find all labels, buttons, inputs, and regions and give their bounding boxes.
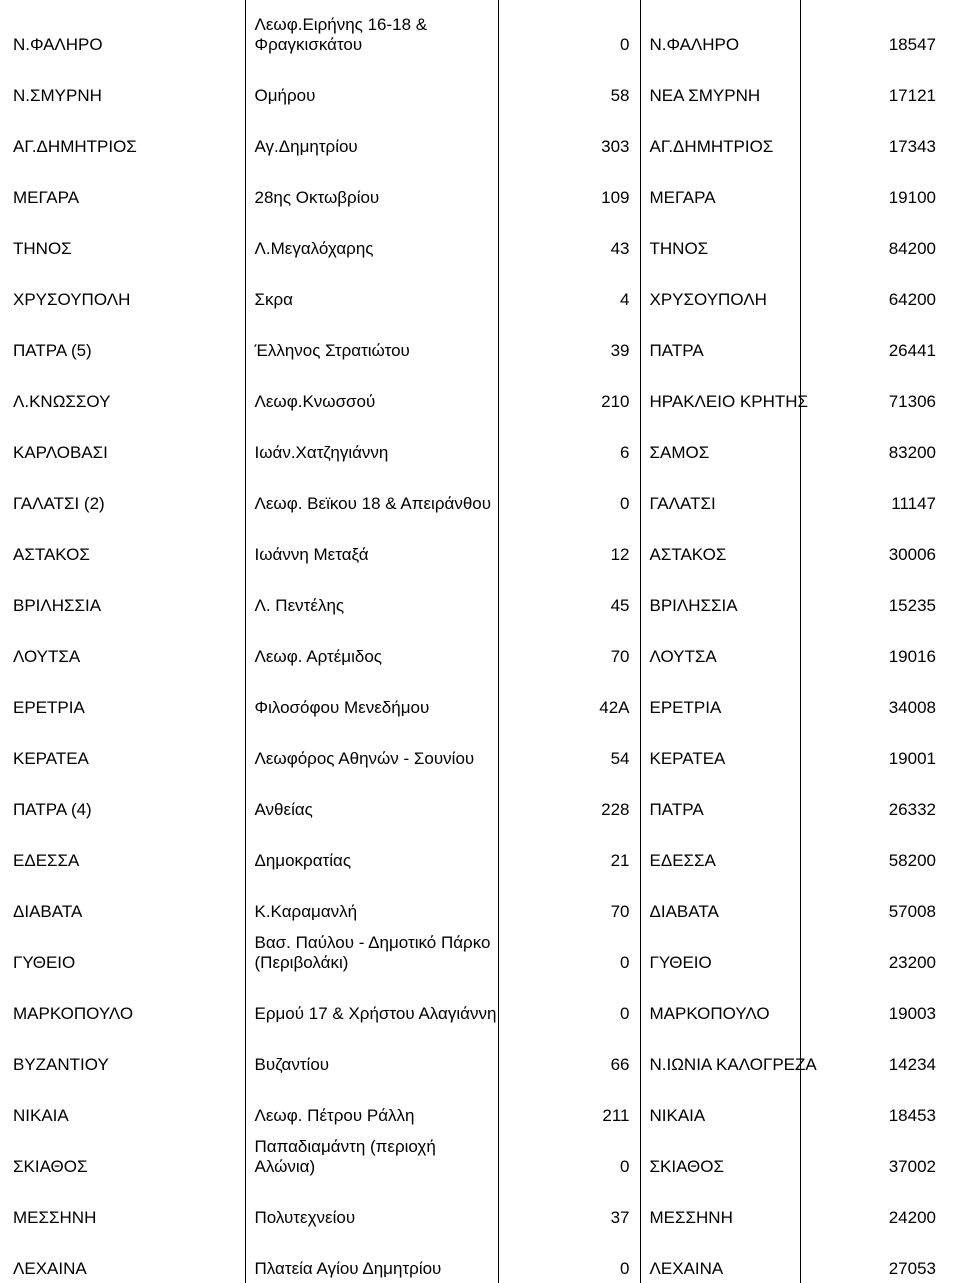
street-cell: Φιλοσόφου Μενεδήμου — [245, 671, 498, 722]
city-cell: ΕΔΕΣΣΑ — [640, 824, 800, 875]
street-number-cell: 70 — [498, 875, 640, 926]
street-number-cell: 228 — [498, 773, 640, 824]
table-row — [4, 1232, 946, 1283]
branch-name-cell: Λ.ΚΝΩΣΣΟΥ — [4, 365, 245, 416]
street-number-cell: 211 — [498, 1079, 640, 1130]
street-number-cell: 58 — [498, 59, 640, 110]
street-number-cell: 0 — [498, 926, 640, 977]
table-row — [4, 620, 946, 671]
city-cell: ΓΥΘΕΙΟ — [640, 926, 800, 977]
street-cell: Λ.Μεγαλόχαρης — [245, 212, 498, 263]
street-number-cell: 42Α — [498, 671, 640, 722]
city-cell: ΠΑΤΡΑ — [640, 314, 800, 365]
street-cell: Ομήρου — [245, 59, 498, 110]
postal-code-cell: 18547 — [888, 35, 936, 54]
branch-name-cell: ΑΓ.ΔΗΜΗΤΡΙΟΣ — [4, 110, 245, 161]
city-cell: ΑΓ.ΔΗΜΗΤΡΙΟΣ — [640, 110, 800, 161]
postal-code-cell: 11147 — [891, 494, 936, 513]
table-row — [4, 416, 946, 467]
postal-code-cell: 15235 — [888, 596, 936, 615]
branch-name-cell: ΜΑΡΚΟΠΟΥΛΟ — [4, 977, 245, 1028]
branch-name-cell: ΕΔΕΣΣΑ — [4, 824, 245, 875]
street-cell: Έλληνος Στρατιώτου — [245, 314, 498, 365]
postal-code-cell: 18453 — [888, 1106, 936, 1125]
street-cell: Ερμού 17 & Χρήστου Αλαγιάννη — [245, 977, 498, 1028]
postal-code-cell: 26332 — [888, 800, 936, 819]
street-cell: Πλατεία Αγίου Δημητρίου — [245, 1232, 498, 1283]
street-number-cell: 210 — [498, 365, 640, 416]
branch-name-cell: ΓΑΛΑΤΣΙ (2) — [4, 467, 245, 518]
street-cell: Ιωάννη Μεταξά — [245, 518, 498, 569]
postal-code-cell: 14234 — [888, 1055, 936, 1074]
street-cell: Λεωφ. Αρτέμιδος — [245, 620, 498, 671]
postal-code-cell: 24200 — [888, 1208, 936, 1227]
branch-name-cell: ΒΡΙΛΗΣΣΙΑ — [4, 569, 245, 620]
postal-code-cell: 19001 — [888, 749, 936, 768]
city-cell: ΣΑΜΟΣ — [640, 416, 800, 467]
street-cell: Λεωφ.Κνωσσού — [245, 365, 498, 416]
street-number-cell: 0 — [498, 1232, 640, 1283]
table-row — [4, 1130, 946, 1181]
table-row — [4, 875, 946, 926]
branch-name-cell: ΠΑΤΡΑ (5) — [4, 314, 245, 365]
branch-name-cell: Ν.ΦΑΛΗΡΟ — [4, 0, 245, 59]
street-cell: Παπαδιαμάντη (περιοχή Αλώνια) — [245, 1130, 498, 1181]
postal-code-cell: 19100 — [888, 188, 936, 207]
street-number-cell: 70 — [498, 620, 640, 671]
street-cell: Ανθείας — [245, 773, 498, 824]
branches-table — [4, 0, 946, 1283]
street-number-cell: 39 — [498, 314, 640, 365]
table-row — [4, 824, 946, 875]
street-number-cell: 54 — [498, 722, 640, 773]
table-row — [4, 212, 946, 263]
table-row — [4, 926, 946, 977]
street-number-cell: 109 — [498, 161, 640, 212]
street-number-cell: 12 — [498, 518, 640, 569]
branch-name-cell: ΒΥΖΑΝΤΙΟΥ — [4, 1028, 245, 1079]
table-row — [4, 1079, 946, 1130]
street-number-cell: 0 — [498, 0, 640, 59]
street-cell: Σκρα — [245, 263, 498, 314]
street-cell: Βασ. Παύλου - Δημοτικό Πάρκο (Περιβολάκι) — [245, 926, 498, 977]
table-row — [4, 518, 946, 569]
branch-name-cell: ΠΑΤΡΑ (4) — [4, 773, 245, 824]
postal-code-cell: 17343 — [888, 137, 936, 156]
city-cell: ΛΟΥΤΣΑ — [640, 620, 800, 671]
table-row — [4, 773, 946, 824]
city-cell: ΔΙΑΒΑΤΑ — [640, 875, 800, 926]
branch-name-cell: ΜΕΣΣΗΝΗ — [4, 1181, 245, 1232]
branch-name-cell: ΓΥΘΕΙΟ — [4, 926, 245, 977]
table-row — [4, 0, 946, 59]
city-cell: ΠΑΤΡΑ — [640, 773, 800, 824]
city-cell: ΤΗΝΟΣ — [640, 212, 800, 263]
street-number-cell: 37 — [498, 1181, 640, 1232]
branch-name-cell: ΚΑΡΛΟΒΑΣΙ — [4, 416, 245, 467]
city-cell: ΕΡΕΤΡΙΑ — [640, 671, 800, 722]
street-number-cell: 66 — [498, 1028, 640, 1079]
street-cell: Λεωφ. Πέτρου Ράλλη — [245, 1079, 498, 1130]
table-row — [4, 569, 946, 620]
street-number-cell: 6 — [498, 416, 640, 467]
branch-name-cell: ΧΡΥΣΟΥΠΟΛΗ — [4, 263, 245, 314]
postal-code-cell: 83200 — [888, 443, 936, 462]
postal-code-cell: 84200 — [888, 239, 936, 258]
city-cell: Ν.ΙΩΝΙΑ ΚΑΛΟΓΡΕΖΑ — [640, 1028, 800, 1079]
branch-name-cell: ΛΟΥΤΣΑ — [4, 620, 245, 671]
street-cell: 28ης Οκτωβρίου — [245, 161, 498, 212]
table-row — [4, 110, 946, 161]
street-cell: Πολυτεχνείου — [245, 1181, 498, 1232]
street-number-cell: 0 — [498, 1130, 640, 1181]
table-row — [4, 671, 946, 722]
street-cell: Κ.Καραμανλή — [245, 875, 498, 926]
branch-name-cell: ΕΡΕΤΡΙΑ — [4, 671, 245, 722]
street-number-cell: 45 — [498, 569, 640, 620]
table-row — [4, 59, 946, 110]
postal-code-cell: 71306 — [888, 392, 936, 411]
street-cell: Λ. Πεντέλης — [245, 569, 498, 620]
street-number-cell: 21 — [498, 824, 640, 875]
street-cell: Ιωάν.Χατζηγιάννη — [245, 416, 498, 467]
city-cell: ΣΚΙΑΘΟΣ — [640, 1130, 800, 1181]
postal-code-cell: 27053 — [888, 1259, 936, 1278]
table-row — [4, 722, 946, 773]
table-row — [4, 365, 946, 416]
street-cell: Λεωφ.Ειρήνης 16-18 & Φραγκισκάτου — [245, 0, 498, 59]
table-row — [4, 263, 946, 314]
street-number-cell: 43 — [498, 212, 640, 263]
city-cell: ΒΡΙΛΗΣΣΙΑ — [640, 569, 800, 620]
table-row — [4, 314, 946, 365]
table-row — [4, 977, 946, 1028]
street-cell: Λεωφόρος Αθηνών - Σουνίου — [245, 722, 498, 773]
street-cell: Δημοκρατίας — [245, 824, 498, 875]
city-cell: ΝΕΑ ΣΜΥΡΝΗ — [640, 59, 800, 110]
street-number-cell: 4 — [498, 263, 640, 314]
city-cell: ΓΑΛΑΤΣΙ — [640, 467, 800, 518]
street-cell: Αγ.Δημητρίου — [245, 110, 498, 161]
street-cell: Βυζαντίου — [245, 1028, 498, 1079]
postal-code-cell: 23200 — [888, 953, 936, 972]
street-number-cell: 0 — [498, 977, 640, 1028]
branch-name-cell: ΜΕΓΑΡΑ — [4, 161, 245, 212]
branch-name-cell: ΝΙΚΑΙΑ — [4, 1079, 245, 1130]
table-row — [4, 1028, 946, 1079]
postal-code-cell: 64200 — [888, 290, 936, 309]
postal-code-cell: 26441 — [888, 341, 936, 360]
city-cell: ΜΑΡΚΟΠΟΥΛΟ — [640, 977, 800, 1028]
city-cell: ΛΕΧΑΙΝΑ — [640, 1232, 800, 1283]
postal-code-cell: 30006 — [888, 545, 936, 564]
table-row — [4, 1181, 946, 1232]
branch-name-cell: ΔΙΑΒΑΤΑ — [4, 875, 245, 926]
branch-name-cell: ΑΣΤΑΚΟΣ — [4, 518, 245, 569]
street-number-cell: 303 — [498, 110, 640, 161]
city-cell: ΚΕΡΑΤΕΑ — [640, 722, 800, 773]
postal-code-cell: 37002 — [888, 1157, 936, 1176]
city-cell: ΝΙΚΑΙΑ — [640, 1079, 800, 1130]
table-row — [4, 161, 946, 212]
branch-name-cell: ΚΕΡΑΤΕΑ — [4, 722, 245, 773]
postal-code-cell: 57008 — [888, 902, 936, 921]
street-cell: Λεωφ. Βεϊκου 18 & Απειράνθου — [245, 467, 498, 518]
postal-code-cell: 17121 — [888, 86, 936, 105]
city-cell: Ν.ΦΑΛΗΡΟ — [640, 0, 800, 59]
city-cell: ΗΡΑΚΛΕΙΟ ΚΡΗΤΗΣ — [640, 365, 800, 416]
branch-name-cell: ΛΕΧΑΙΝΑ — [4, 1232, 245, 1283]
city-cell: ΜΕΣΣΗΝΗ — [640, 1181, 800, 1232]
postal-code-cell: 58200 — [888, 851, 936, 870]
city-cell: ΑΣΤΑΚΟΣ — [640, 518, 800, 569]
street-number-cell: 0 — [498, 467, 640, 518]
branch-name-cell: ΤΗΝΟΣ — [4, 212, 245, 263]
postal-code-cell: 34008 — [888, 698, 936, 717]
table-row — [4, 467, 946, 518]
city-cell: ΧΡΥΣΟΥΠΟΛΗ — [640, 263, 800, 314]
city-cell: ΜΕΓΑΡΑ — [640, 161, 800, 212]
postal-code-cell: 19003 — [888, 1004, 936, 1023]
branches-table-body — [4, 0, 946, 1283]
postal-code-cell: 19016 — [888, 647, 936, 666]
branch-name-cell: ΣΚΙΑΘΟΣ — [4, 1130, 245, 1181]
branch-name-cell: Ν.ΣΜΥΡΝΗ — [4, 59, 245, 110]
